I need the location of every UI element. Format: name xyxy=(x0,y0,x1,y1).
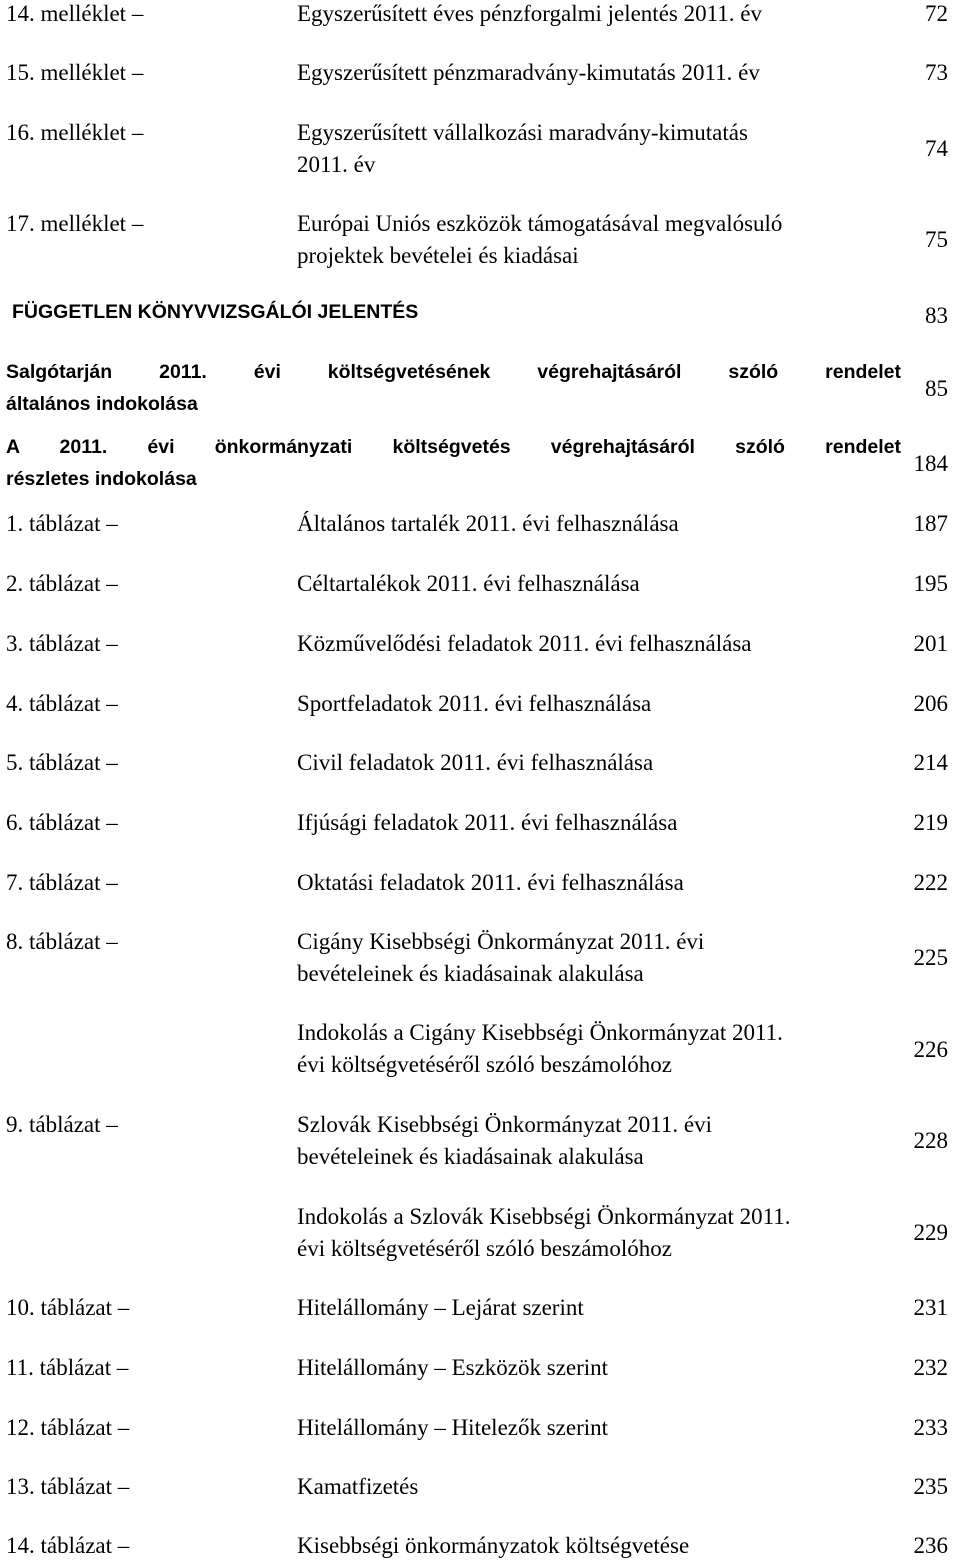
toc-entry-page: 231 xyxy=(913,1295,948,1320)
toc-entry-title: Közművelődési feladatok 2011. évi felhasználása xyxy=(297,631,752,656)
toc-entry-title: Európai Uniós eszközök támogatásával megvalósuló xyxy=(297,211,783,236)
toc-entry-page: 226 xyxy=(913,1037,948,1062)
toc-entry-page: 85 xyxy=(925,376,948,401)
toc-entry-title: Általános tartalék 2011. évi felhasználása xyxy=(297,511,679,536)
toc-entry-page: 233 xyxy=(913,1415,948,1440)
toc-entry-label: 12. táblázat – xyxy=(6,1415,130,1440)
toc-entry-title: Hitelállomány – Lejárat szerint xyxy=(297,1295,584,1320)
toc-entry-title-cont: 2011. év xyxy=(297,152,376,177)
toc-entry-page: 229 xyxy=(913,1220,948,1245)
section-heading-cont: részletes indokolása xyxy=(6,468,197,490)
toc-entry-page: 195 xyxy=(913,571,948,596)
toc-entry-label: 17. melléklet – xyxy=(6,211,144,236)
toc-entry-title: Oktatási feladatok 2011. évi felhasználása xyxy=(297,870,684,895)
toc-entry-title: Egyszerűsített vállalkozási maradvány-kimutatás xyxy=(297,120,748,145)
toc-entry-label: 15. melléklet – xyxy=(6,60,144,85)
toc-entry-page: 228 xyxy=(913,1128,948,1153)
section-heading-cont: általános indokolása xyxy=(6,393,198,415)
toc-entry-label: 16. melléklet – xyxy=(6,120,144,145)
toc-entry-page: 236 xyxy=(913,1533,948,1558)
toc-entry-label: 14. melléklet – xyxy=(6,1,144,26)
toc-entry-page: 232 xyxy=(913,1355,948,1380)
toc-entry-title: Cigány Kisebbségi Önkormányzat 2011. évi xyxy=(297,929,705,954)
toc-entry-title-cont: projektek bevételei és kiadásai xyxy=(297,243,579,268)
toc-entry-page: 214 xyxy=(913,750,948,775)
toc-entry-title: Ifjúsági feladatok 2011. évi felhasználása xyxy=(297,810,678,835)
toc-entry-title-cont: bevételeinek és kiadásainak alakulása xyxy=(297,1144,644,1169)
toc-entry-page: 72 xyxy=(925,1,948,26)
toc-entry-page: 219 xyxy=(913,810,948,835)
toc-entry-label: 7. táblázat – xyxy=(6,870,118,895)
toc-entry-title-cont: évi költségvetéséről szóló beszámolóhoz xyxy=(297,1052,672,1077)
toc-entry-page: 201 xyxy=(913,631,948,656)
toc-entry-title: Céltartalékok 2011. évi felhasználása xyxy=(297,571,640,596)
toc-entry-title: Indokolás a Szlovák Kisebbségi Önkormányzat 2011. xyxy=(297,1204,791,1229)
toc-entry-label: 13. táblázat – xyxy=(6,1474,130,1499)
toc-entry-label: 2. táblázat – xyxy=(6,571,118,596)
toc-entry-title-cont: bevételeinek és kiadásainak alakulása xyxy=(297,961,644,986)
toc-entry-label: 1. táblázat – xyxy=(6,511,118,536)
toc-entry-page: 235 xyxy=(913,1474,948,1499)
toc-entry-label: 11. táblázat – xyxy=(6,1355,129,1380)
toc-entry-label: 5. táblázat – xyxy=(6,750,118,775)
toc-entry-title: Kisebbségi önkormányzatok költségvetése xyxy=(297,1533,690,1558)
toc-entry-page: 222 xyxy=(913,870,948,895)
toc-entry-title: Hitelállomány – Eszközök szerint xyxy=(297,1355,609,1380)
toc-entry-label: 3. táblázat – xyxy=(6,631,118,656)
toc-entry-page: 184 xyxy=(913,451,948,476)
toc-entry-label: 14. táblázat – xyxy=(6,1533,130,1558)
toc-entry-page: 74 xyxy=(925,136,948,161)
toc-entry-title: Indokolás a Cigány Kisebbségi Önkormányzat 2011. xyxy=(297,1020,783,1045)
section-heading: A 2011. évi önkormányzati költségvetés végrehajtásáról szóló rendelet xyxy=(6,436,901,458)
toc-entry-title-cont: évi költségvetéséről szóló beszámolóhoz xyxy=(297,1236,672,1261)
toc-entry-title: Kamatfizetés xyxy=(297,1474,419,1499)
toc-entry-title: Sportfeladatok 2011. évi felhasználása xyxy=(297,691,652,716)
toc-entry-label: 9. táblázat – xyxy=(6,1112,118,1137)
toc-entry-page: 225 xyxy=(913,945,948,970)
toc-entry-page: 75 xyxy=(925,227,948,252)
toc-entry-title: Hitelállomány – Hitelezők szerint xyxy=(297,1415,609,1440)
toc-entry-label: 4. táblázat – xyxy=(6,691,118,716)
toc-entry-title: Szlovák Kisebbségi Önkormányzat 2011. évi xyxy=(297,1112,712,1137)
toc-entry-label: 6. táblázat – xyxy=(6,810,118,835)
toc-entry-page: 206 xyxy=(913,691,948,716)
section-heading: Salgótarján 2011. évi költségvetésének végrehajtásáról szóló rendelet xyxy=(6,361,901,383)
section-heading: FÜGGETLEN KÖNYVVIZSGÁLÓI JELENTÉS xyxy=(12,301,419,323)
toc-entry-page: 73 xyxy=(925,60,948,85)
toc-entry-page: 83 xyxy=(925,303,948,328)
toc-entry-title: Egyszerűsített éves pénzforgalmi jelentés 2011. év xyxy=(297,1,762,26)
toc-entry-title: Civil feladatok 2011. évi felhasználása xyxy=(297,750,654,775)
toc-entry-page: 187 xyxy=(913,511,948,536)
toc-entry-label: 10. táblázat – xyxy=(6,1295,130,1320)
toc-entry-label: 8. táblázat – xyxy=(6,929,118,954)
toc-entry-title: Egyszerűsített pénzmaradvány-kimutatás 2011. év xyxy=(297,60,760,85)
